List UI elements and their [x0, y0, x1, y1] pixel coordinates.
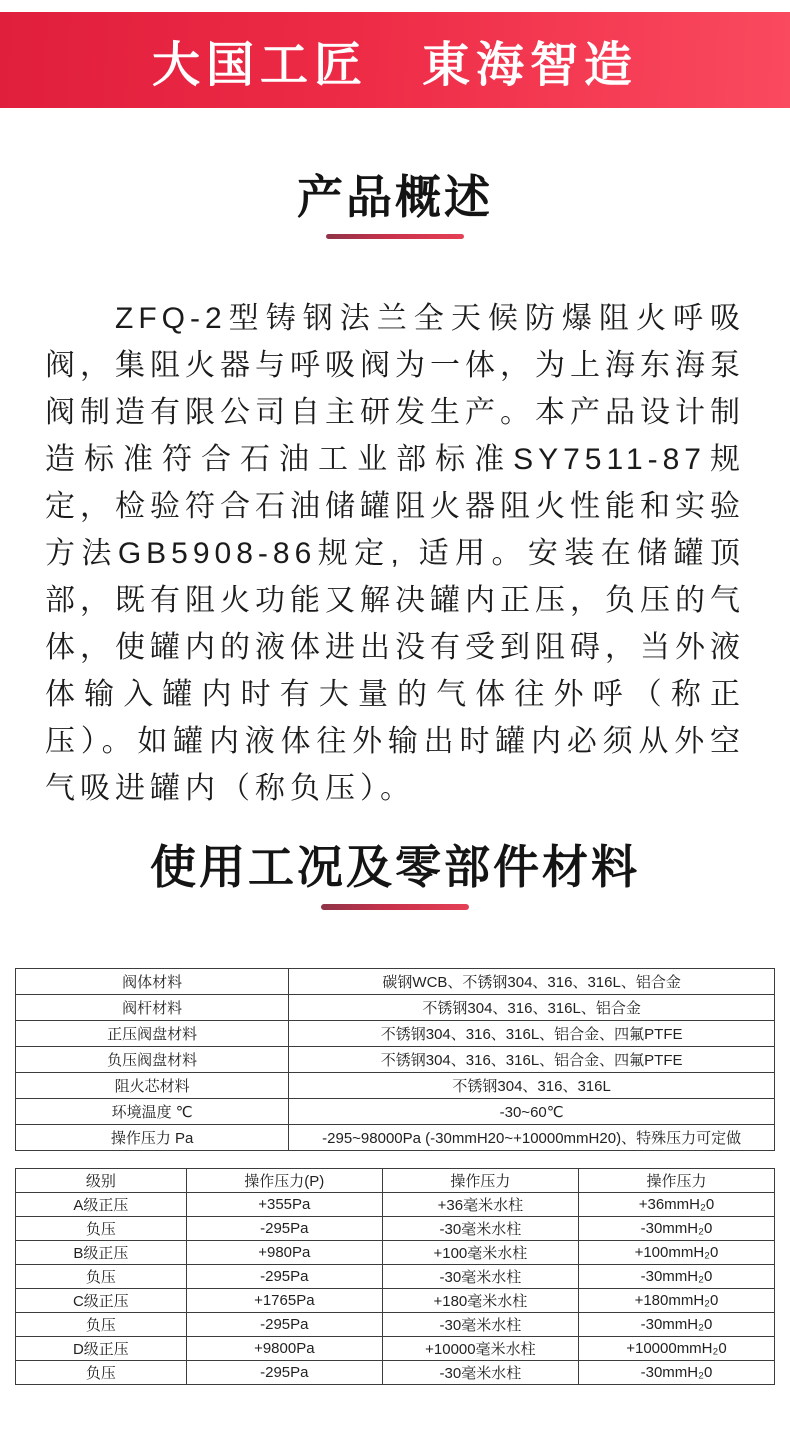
pressure-cell: +100毫米水柱: [382, 1241, 578, 1265]
table-row: [16, 1073, 775, 1099]
pressure-cell: +10000mmH₂0: [578, 1337, 774, 1361]
table-row: [16, 1217, 775, 1241]
pressure-cell: -30mmH₂0: [578, 1313, 774, 1337]
pressure-header: 操作压力: [578, 1169, 774, 1193]
overview-paragraph: ZFQ-2型铸钢法兰全天候防爆阻火呼吸阀，集阻火器与呼吸阀为一体，为上海东海泵阀制造有限公司自主研发生产。本产品设计制造标准符合石油工业部标准SY7511-87规定，检验符合石油储罐阻火器阻火性能和实验方法GB5908-86规定, 适用。安装在储罐顶部，既有阻火功能又解决罐内正压，负压的气体，使罐内的液体进出没有受到阻碍，当外液体输入罐内时有大量的气体往外呼（称正压）。如罐内液体往外输出时罐内必须从外空气吸进罐内（称负压）。: [45, 302, 745, 805]
pressure-cell: -30mmH₂0: [578, 1361, 774, 1385]
pressure-cell: +180毫米水柱: [382, 1289, 578, 1313]
material-label: 操作压力 Pa: [16, 1125, 289, 1151]
material-label: 阀杆材料: [16, 995, 289, 1021]
pressure-cell: 负压: [16, 1217, 187, 1241]
material-label: 阀体材料: [16, 969, 289, 995]
pressure-cell: C级正压: [16, 1289, 187, 1313]
pressure-cell: A级正压: [16, 1193, 187, 1217]
table-row: [16, 1265, 775, 1289]
overview-section: [0, 172, 790, 812]
table-row: [16, 1021, 775, 1047]
pressure-header: 级别: [16, 1169, 187, 1193]
pressure-cell: 负压: [16, 1361, 187, 1385]
pressure-cell: -30毫米水柱: [382, 1217, 578, 1241]
pressure-cell: 负压: [16, 1265, 187, 1289]
table-row: [16, 1193, 775, 1217]
pressure-cell: +100mmH₂0: [578, 1241, 774, 1265]
table-row: [16, 1047, 775, 1073]
pressure-header: 操作压力(P): [186, 1169, 382, 1193]
material-label: 阻火芯材料: [16, 1073, 289, 1099]
pressure-cell: -295Pa: [186, 1265, 382, 1289]
table-row: [16, 1241, 775, 1265]
pressure-cell: -30毫米水柱: [382, 1313, 578, 1337]
pressure-cell: -30毫米水柱: [382, 1265, 578, 1289]
pressure-cell: -30毫米水柱: [382, 1361, 578, 1385]
pressure-table: [15, 1168, 775, 1385]
material-value: 不锈钢304、316、316L、铝合金: [289, 995, 775, 1021]
pressure-cell: -295Pa: [186, 1313, 382, 1337]
page: [0, 12, 790, 1440]
pressure-cell: +180mmH₂0: [578, 1289, 774, 1313]
title-underline-decoration: [326, 234, 464, 239]
material-value: -30~60℃: [289, 1099, 775, 1125]
pressure-cell: -295Pa: [186, 1217, 382, 1241]
pressure-cell: B级正压: [16, 1241, 187, 1265]
title-underline-decoration: [321, 904, 469, 910]
pressure-header: 操作压力: [382, 1169, 578, 1193]
table-row: [16, 1125, 775, 1151]
pressure-cell: D级正压: [16, 1337, 187, 1361]
material-value: 不锈钢304、316、316L: [289, 1073, 775, 1099]
pressure-cell: +36毫米水柱: [382, 1193, 578, 1217]
material-value: 碳钢WCB、不锈钢304、316、316L、铝合金: [289, 969, 775, 995]
pressure-cell: +36mmH₂0: [578, 1193, 774, 1217]
material-value: 不锈钢304、316、316L、铝合金、四氟PTFE: [289, 1021, 775, 1047]
pressure-cell: +9800Pa: [186, 1337, 382, 1361]
table-row: [16, 1361, 775, 1385]
table-row: [16, 1313, 775, 1337]
pressure-cell: +10000毫米水柱: [382, 1337, 578, 1361]
overview-title: 产品概述: [297, 171, 493, 223]
pressure-cell: +355Pa: [186, 1193, 382, 1217]
material-label: 环境温度 ℃: [16, 1099, 289, 1125]
material-label: 正压阀盘材料: [16, 1021, 289, 1047]
material-value: -295~98000Pa (-30mmH20~+10000mmH20)、特殊压力可定做: [289, 1125, 775, 1151]
pressure-cell: -295Pa: [186, 1361, 382, 1385]
table-row: [16, 969, 775, 995]
pressure-cell: -30mmH₂0: [578, 1217, 774, 1241]
pressure-cell: 负压: [16, 1313, 187, 1337]
material-label: 负压阀盘材料: [16, 1047, 289, 1073]
table-row: [16, 995, 775, 1021]
pressure-cell: +980Pa: [186, 1241, 382, 1265]
table-header-row: [16, 1169, 775, 1193]
banner-title: 大国工匠 東海智造: [151, 38, 638, 92]
material-value: 不锈钢304、316、316L、铝合金、四氟PTFE: [289, 1047, 775, 1073]
pressure-cell: -30mmH₂0: [578, 1265, 774, 1289]
usage-title: 使用工况及零部件材料: [150, 841, 640, 893]
table-row: [16, 1337, 775, 1361]
table-row: [16, 1289, 775, 1313]
banner: [0, 12, 790, 108]
usage-section: [0, 842, 790, 1385]
table-row: [16, 1099, 775, 1125]
materials-table: [15, 968, 775, 1151]
pressure-cell: +1765Pa: [186, 1289, 382, 1313]
